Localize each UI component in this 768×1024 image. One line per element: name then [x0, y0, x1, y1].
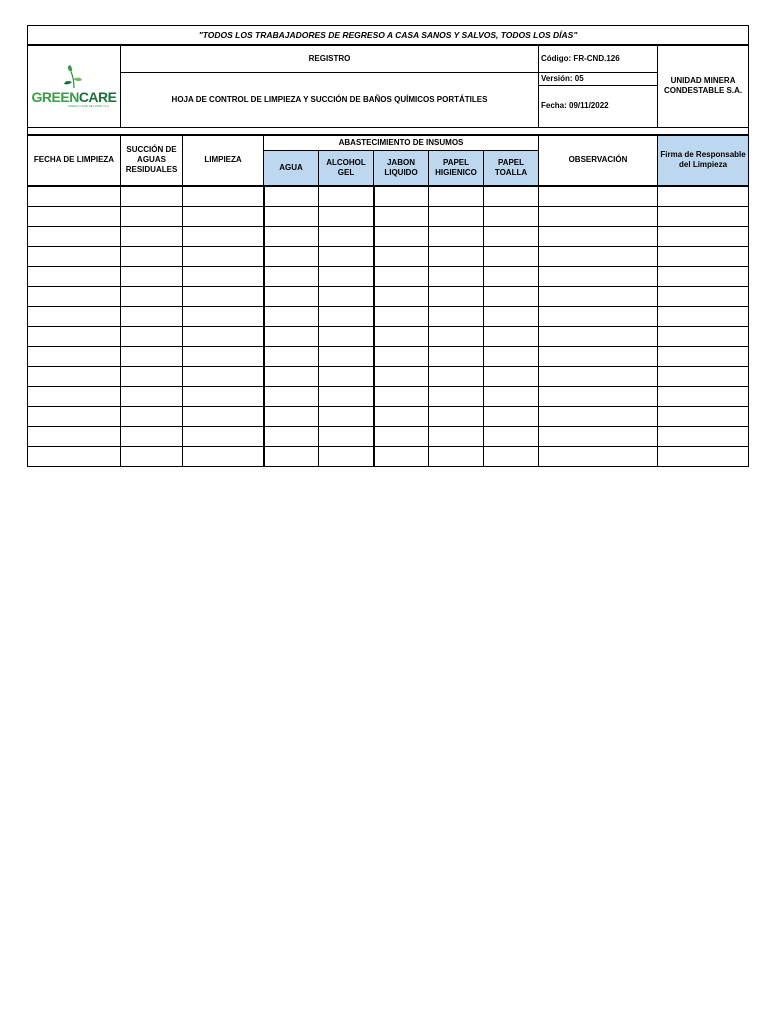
table-cell[interactable]: [183, 186, 264, 207]
table-row: [28, 366, 749, 386]
table-cell[interactable]: [121, 286, 183, 306]
table-cell[interactable]: [429, 366, 484, 386]
table-cell[interactable]: [121, 326, 183, 346]
table-cell[interactable]: [658, 206, 749, 226]
table-cell[interactable]: [319, 326, 374, 346]
table-cell[interactable]: [28, 186, 121, 207]
table-cell[interactable]: [539, 246, 658, 266]
table-row: [28, 186, 749, 207]
table-cell[interactable]: [183, 386, 264, 406]
table-cell[interactable]: [319, 406, 374, 426]
table-cell[interactable]: [183, 306, 264, 326]
table-cell[interactable]: [658, 266, 749, 286]
table-cell[interactable]: [374, 346, 429, 366]
col-succion-header: SUCCIÓN DE AGUAS RESIDUALES: [121, 135, 183, 186]
table-row: [28, 306, 749, 326]
table-row: [28, 426, 749, 446]
table-row: [28, 286, 749, 306]
table-cell[interactable]: [183, 346, 264, 366]
table-cell[interactable]: [484, 406, 539, 426]
table-cell[interactable]: [183, 326, 264, 346]
table-cell[interactable]: [658, 246, 749, 266]
table-cell[interactable]: [121, 206, 183, 226]
logo-subtext: GREEN CARE DEL PERU S.A.: [67, 103, 110, 108]
table-cell[interactable]: [319, 366, 374, 386]
table-cell[interactable]: [264, 266, 319, 286]
col-papel-higienico-header: PAPEL HIGIENICO: [429, 151, 484, 186]
col-jabon-header: JABON LIQUIDO: [374, 151, 429, 186]
table-cell[interactable]: [264, 446, 319, 466]
table-cell[interactable]: [429, 446, 484, 466]
table-cell[interactable]: [374, 226, 429, 246]
table-cell[interactable]: [28, 286, 121, 306]
table-cell[interactable]: [484, 346, 539, 366]
table-row: [28, 266, 749, 286]
col-limpieza-header: LIMPIEZA: [183, 135, 264, 186]
table-cell[interactable]: [658, 346, 749, 366]
table-cell[interactable]: [484, 186, 539, 207]
table-cell[interactable]: [539, 406, 658, 426]
table-cell[interactable]: [183, 246, 264, 266]
table-cell[interactable]: [28, 386, 121, 406]
table-cell[interactable]: [28, 446, 121, 466]
table-cell[interactable]: [539, 346, 658, 366]
registro-label: REGISTRO: [121, 45, 539, 72]
table-cell[interactable]: [319, 206, 374, 226]
table-cell[interactable]: [28, 206, 121, 226]
table-cell[interactable]: [264, 386, 319, 406]
logo-wordmark: GREENCARE: [31, 88, 117, 105]
table-cell[interactable]: [658, 226, 749, 246]
table-cell[interactable]: [539, 426, 658, 446]
table-cell[interactable]: [539, 186, 658, 207]
table-cell[interactable]: [484, 386, 539, 406]
table-cell[interactable]: [484, 266, 539, 286]
table-cell[interactable]: [539, 286, 658, 306]
table-cell[interactable]: [429, 406, 484, 426]
table-cell[interactable]: [121, 426, 183, 446]
table-cell[interactable]: [121, 446, 183, 466]
table-cell[interactable]: [264, 426, 319, 446]
logo: [28, 45, 121, 127]
table-cell[interactable]: [121, 306, 183, 326]
table-cell[interactable]: [121, 246, 183, 266]
table-cell[interactable]: [539, 326, 658, 346]
table-row: [28, 386, 749, 406]
table-cell[interactable]: [658, 366, 749, 386]
table-cell[interactable]: [484, 206, 539, 226]
table-cell[interactable]: [374, 206, 429, 226]
table-cell[interactable]: [374, 406, 429, 426]
table-cell[interactable]: [183, 406, 264, 426]
table-cell[interactable]: [183, 426, 264, 446]
table-cell[interactable]: [484, 306, 539, 326]
table-cell[interactable]: [429, 226, 484, 246]
table-cell[interactable]: [484, 226, 539, 246]
leaf-icon: [61, 64, 87, 90]
spacer-row: [28, 127, 749, 135]
table-cell[interactable]: [264, 286, 319, 306]
table-cell[interactable]: [429, 426, 484, 446]
table-row: [28, 206, 749, 226]
table-cell[interactable]: [264, 406, 319, 426]
table-cell[interactable]: [183, 446, 264, 466]
table-cell[interactable]: [28, 306, 121, 326]
codigo-label: Código: FR-CND.126: [539, 45, 658, 72]
col-firma-header: Firma de Responsable del Limpieza: [658, 135, 749, 186]
col-alcohol-header: ALCOHOL GEL: [319, 151, 374, 186]
col-agua-header: AGUA: [264, 151, 319, 186]
group-insumos-header: ABASTECIMIENTO DE INSUMOS: [264, 135, 539, 151]
table-cell[interactable]: [429, 286, 484, 306]
table-cell[interactable]: [658, 326, 749, 346]
table-cell[interactable]: [121, 266, 183, 286]
table-cell[interactable]: [319, 426, 374, 446]
table-cell[interactable]: [658, 426, 749, 446]
table-cell[interactable]: [264, 206, 319, 226]
version-label: Versión: 05: [539, 72, 658, 85]
table-cell[interactable]: [28, 406, 121, 426]
table-cell[interactable]: [121, 366, 183, 386]
table-cell[interactable]: [374, 386, 429, 406]
form-sheet: [27, 25, 748, 467]
table-row: [28, 246, 749, 266]
table-cell[interactable]: [319, 226, 374, 246]
table-cell[interactable]: [484, 426, 539, 446]
table-cell[interactable]: [183, 286, 264, 306]
table-cell[interactable]: [28, 246, 121, 266]
table-cell[interactable]: [658, 406, 749, 426]
table-row: [28, 326, 749, 346]
company-name: UNIDAD MINERA CONDESTABLE S.A.: [658, 45, 749, 127]
document-title: HOJA DE CONTROL DE LIMPIEZA Y SUCCIÓN DE BAÑOS QUÍMICOS PORTÁTILES: [121, 72, 539, 127]
table-cell[interactable]: [264, 246, 319, 266]
table-cell[interactable]: [374, 426, 429, 446]
table-cell[interactable]: [539, 306, 658, 326]
table-cell[interactable]: [28, 226, 121, 246]
table-cell[interactable]: [374, 266, 429, 286]
col-fecha-header: FECHA DE LIMPIEZA: [28, 135, 121, 186]
table-cell[interactable]: [264, 366, 319, 386]
table-cell[interactable]: [121, 406, 183, 426]
col-papel-toalla-header: PAPEL TOALLA: [484, 151, 539, 186]
table-cell[interactable]: [28, 366, 121, 386]
table-cell[interactable]: [374, 446, 429, 466]
table-cell[interactable]: [429, 386, 484, 406]
table-cell[interactable]: [183, 366, 264, 386]
table-cell[interactable]: [374, 366, 429, 386]
table-cell[interactable]: [183, 206, 264, 226]
motto: "TODOS LOS TRABAJADORES DE REGRESO A CASA SANOS Y SALVOS, TODOS LOS DÍAS": [28, 26, 749, 46]
table-cell[interactable]: [539, 206, 658, 226]
table-cell[interactable]: [374, 286, 429, 306]
table-cell[interactable]: [658, 186, 749, 207]
table-cell[interactable]: [539, 446, 658, 466]
table-cell[interactable]: [28, 346, 121, 366]
table-cell[interactable]: [429, 246, 484, 266]
table-cell[interactable]: [374, 186, 429, 207]
table-cell[interactable]: [319, 446, 374, 466]
table-cell[interactable]: [658, 386, 749, 406]
table-cell[interactable]: [429, 266, 484, 286]
table-cell[interactable]: [539, 266, 658, 286]
form-table: [27, 25, 749, 467]
table-cell[interactable]: [264, 326, 319, 346]
table-cell[interactable]: [183, 226, 264, 246]
table-cell[interactable]: [28, 426, 121, 446]
table-cell[interactable]: [121, 186, 183, 207]
table-cell[interactable]: [429, 206, 484, 226]
table-cell[interactable]: [429, 326, 484, 346]
table-row: [28, 406, 749, 426]
fecha-label: Fecha: 09/11/2022: [539, 85, 658, 127]
col-observacion-header: OBSERVACIÓN: [539, 135, 658, 186]
table-cell[interactable]: [319, 346, 374, 366]
table-row: [28, 446, 749, 466]
table-cell[interactable]: [429, 346, 484, 366]
table-cell[interactable]: [484, 286, 539, 306]
table-cell[interactable]: [429, 186, 484, 207]
table-cell[interactable]: [484, 366, 539, 386]
table-cell[interactable]: [539, 386, 658, 406]
table-cell[interactable]: [28, 326, 121, 346]
table-cell[interactable]: [429, 306, 484, 326]
table-cell[interactable]: [319, 246, 374, 266]
table-row: [28, 226, 749, 246]
table-cell[interactable]: [319, 306, 374, 326]
table-cell[interactable]: [539, 226, 658, 246]
table-cell[interactable]: [539, 366, 658, 386]
table-cell[interactable]: [658, 306, 749, 326]
table-cell[interactable]: [374, 326, 429, 346]
table-cell[interactable]: [374, 246, 429, 266]
table-cell[interactable]: [484, 246, 539, 266]
table-cell[interactable]: [121, 346, 183, 366]
table-cell[interactable]: [658, 446, 749, 466]
table-cell[interactable]: [183, 266, 264, 286]
table-cell[interactable]: [319, 186, 374, 207]
table-row: [28, 346, 749, 366]
table-cell[interactable]: [264, 306, 319, 326]
table-cell[interactable]: [658, 286, 749, 306]
table-cell[interactable]: [484, 326, 539, 346]
table-cell[interactable]: [484, 446, 539, 466]
table-cell[interactable]: [319, 386, 374, 406]
table-cell[interactable]: [28, 266, 121, 286]
table-cell[interactable]: [319, 266, 374, 286]
table-cell[interactable]: [264, 186, 319, 207]
table-cell[interactable]: [121, 226, 183, 246]
table-cell[interactable]: [121, 386, 183, 406]
table-cell[interactable]: [374, 306, 429, 326]
table-cell[interactable]: [264, 226, 319, 246]
table-cell[interactable]: [264, 346, 319, 366]
table-cell[interactable]: [319, 286, 374, 306]
